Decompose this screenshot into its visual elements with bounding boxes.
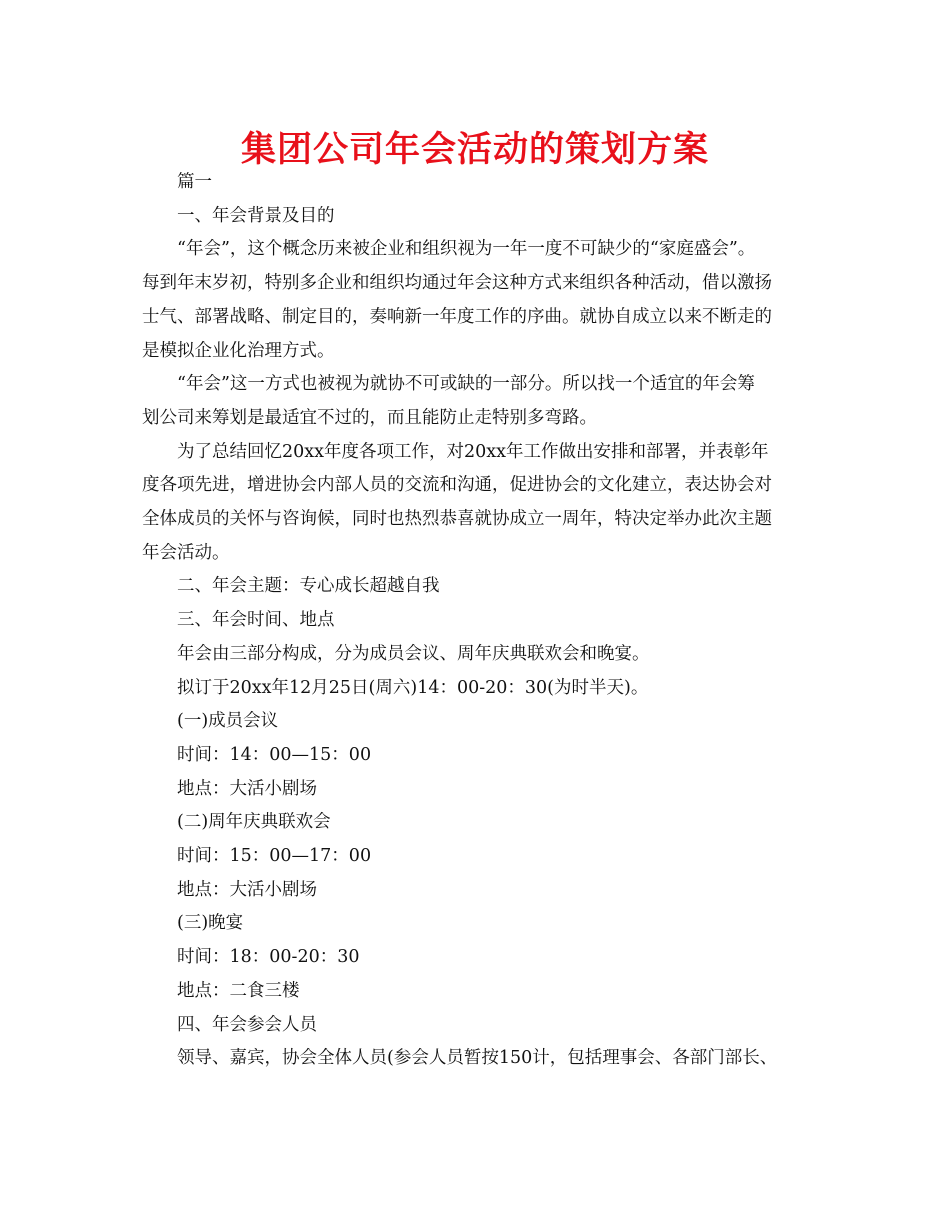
para1-line1: “年会”，这个概念历来被企业和组织视为一年一度不可缺少的“家庭盛会”。 bbox=[177, 239, 756, 260]
heading-attendees: 四、年会参会人员 bbox=[177, 1014, 317, 1035]
heading-background: 一、年会背景及目的 bbox=[177, 205, 335, 226]
para2-line2: 划公司来筹划是最适宜不过的，而且能防止走特别多弯路。 bbox=[142, 407, 597, 428]
sub1-title: (一)成员会议 bbox=[177, 711, 279, 732]
sub1-place: 地点：大活小剧场 bbox=[177, 778, 317, 799]
para3-line3: 全体成员的关怀与咨询候，同时也热烈恭喜就协成立一周年，特决定举办此次主题 bbox=[142, 509, 772, 530]
document-title: 集团公司年会活动的策划方案 bbox=[240, 130, 709, 170]
para1-line4: 是模拟企业化治理方式。 bbox=[142, 340, 335, 361]
heading-time-place: 三、年会时间、地点 bbox=[177, 610, 335, 631]
sub2-title: (二)周年庆典联欢会 bbox=[177, 812, 331, 833]
document-body bbox=[142, 166, 832, 1076]
sub2-time: 时间：15：00—17：00 bbox=[177, 846, 372, 867]
heading-theme: 二、年会主题：专心成长超越自我 bbox=[177, 576, 440, 597]
schedule-text: 拟订于20xx年12月25日(周六)14：00-20：30(为时半天)。 bbox=[177, 677, 649, 698]
para3-line4: 年会活动。 bbox=[142, 542, 230, 563]
attendees-text: 领导、嘉宾，协会全体人员(参会人员暂按150计，包括理事会、各部门部长、 bbox=[177, 1048, 778, 1069]
sub3-time: 时间：18：00-20：30 bbox=[177, 947, 360, 968]
sub2-place: 地点：大活小剧场 bbox=[177, 879, 317, 900]
composition-text: 年会由三部分构成，分为成员会议、周年庆典联欢会和晚宴。 bbox=[177, 643, 650, 664]
para3-line2: 度各项先进，增进协会内部人员的交流和沟通，促进协会的文化建立，表达协会对 bbox=[142, 475, 772, 496]
section-label: 篇一 bbox=[177, 172, 212, 192]
para1-line2: 每到年末岁初，特别多企业和组织均通过年会这种方式来组织各种活动，借以激扬 bbox=[142, 273, 772, 294]
sub3-place: 地点：二食三楼 bbox=[177, 980, 300, 1001]
para2-line1: “年会”这一方式也被视为就协不可或缺的一部分。所以找一个适宜的年会筹 bbox=[177, 374, 755, 395]
para1-line3: 士气、部署战略、制定目的，奏响新一年度工作的序曲。就协自成立以来不断走的 bbox=[142, 306, 772, 327]
para3-line1: 为了总结回忆20xx年度各项工作，对20xx年工作做出安排和部署，并表彰年 bbox=[177, 441, 769, 462]
sub3-title: (三)晚宴 bbox=[177, 913, 244, 934]
sub1-time: 时间：14：00—15：00 bbox=[177, 744, 372, 765]
